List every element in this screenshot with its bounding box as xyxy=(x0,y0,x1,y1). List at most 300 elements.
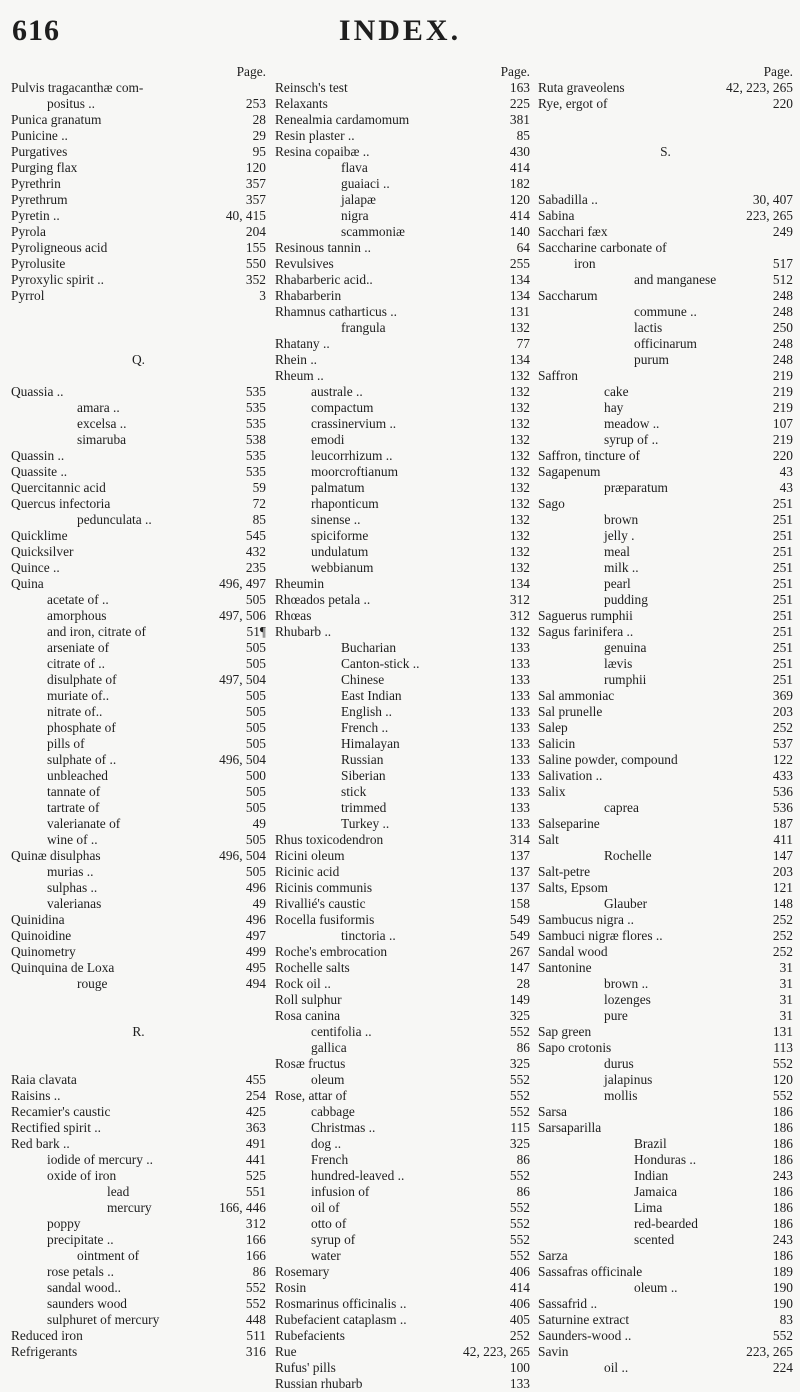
entry-page-ref: 133 xyxy=(509,704,530,719)
index-entry xyxy=(275,912,530,928)
entry-term: crassinervium .. xyxy=(311,416,397,431)
entry-page-ref: 49 xyxy=(252,896,266,911)
index-entry xyxy=(538,992,793,1008)
entry-page-ref: 166 xyxy=(245,1232,266,1247)
entry-page-ref: 132 xyxy=(509,400,530,415)
index-entry xyxy=(11,736,266,752)
entry-term: Sambucus nigra .. xyxy=(538,912,634,927)
entry-page-ref: 496, 497 xyxy=(219,576,266,591)
entry-page-ref: 505 xyxy=(245,864,266,879)
index-entry xyxy=(538,96,793,112)
entry-term: Salts, Epsom xyxy=(538,880,608,895)
entry-term: Rochelle salts xyxy=(275,960,350,975)
index-entry xyxy=(275,288,530,304)
entry-term: Rosmarinus officinalis .. xyxy=(275,1296,407,1311)
index-entry xyxy=(275,656,530,672)
index-entry xyxy=(538,288,793,304)
entry-term: brown .. xyxy=(604,976,649,991)
entry-page-ref: 252 xyxy=(772,720,793,735)
entry-page-ref: 225 xyxy=(509,96,530,111)
entry-term: oleum .. xyxy=(634,1280,678,1295)
index-entry xyxy=(11,944,266,960)
index-entry xyxy=(538,816,793,832)
index-entry xyxy=(275,160,530,176)
index-entry xyxy=(275,720,530,736)
entry-page-ref: 163 xyxy=(509,80,530,95)
index-entry xyxy=(275,976,530,992)
entry-term: Honduras .. xyxy=(634,1152,697,1167)
entry-page-ref: 255 xyxy=(509,256,530,271)
index-column-3 xyxy=(538,64,793,1376)
index-entry xyxy=(538,1168,793,1184)
entry-page-ref: 496 xyxy=(245,880,266,895)
entry-page-ref: 77 xyxy=(516,336,530,351)
index-entry xyxy=(275,672,530,688)
entry-term: lactis xyxy=(634,320,663,335)
index-entry xyxy=(538,1200,793,1216)
index-entry xyxy=(275,112,530,128)
index-entry xyxy=(538,704,793,720)
index-entry xyxy=(11,832,266,848)
index-entry xyxy=(538,1008,793,1024)
entry-page-ref: 132 xyxy=(509,416,530,431)
section-spacer xyxy=(538,112,793,144)
entry-term: Rosin xyxy=(275,1280,307,1295)
index-entry xyxy=(11,208,266,224)
entry-term: Rubefacient cataplasm .. xyxy=(275,1312,407,1327)
entry-term: Quassin .. xyxy=(11,448,65,463)
entry-page-ref: 254 xyxy=(245,1088,266,1103)
entry-term: Glauber xyxy=(604,896,648,911)
entry-page-ref: 538 xyxy=(245,432,266,447)
entry-term: Canton-stick .. xyxy=(341,656,420,671)
entry-page-ref: 243 xyxy=(772,1168,793,1183)
index-entry xyxy=(538,1120,793,1136)
entry-term: Sago xyxy=(538,496,565,511)
index-entry xyxy=(538,1216,793,1232)
index-entry xyxy=(538,928,793,944)
index-entry xyxy=(11,192,266,208)
entry-page-ref: 251 xyxy=(772,528,793,543)
index-entry xyxy=(11,1344,266,1360)
entry-term: infusion of xyxy=(311,1184,370,1199)
entry-page-ref: 133 xyxy=(509,640,530,655)
entry-term: Reduced iron xyxy=(11,1328,83,1343)
entry-term: durus xyxy=(604,1056,634,1071)
entry-term: Rheum .. xyxy=(275,368,324,383)
entry-term: lævis xyxy=(604,656,633,671)
index-entry xyxy=(11,400,266,416)
entry-page-ref: 512 xyxy=(772,272,793,287)
index-entry xyxy=(275,784,530,800)
index-entry xyxy=(538,912,793,928)
entry-page-ref: 535 xyxy=(245,384,266,399)
entry-term: Quinometry xyxy=(11,944,76,959)
entry-page-ref: 549 xyxy=(509,928,530,943)
index-entry xyxy=(275,640,530,656)
index-entry xyxy=(538,192,793,208)
index-entry xyxy=(11,480,266,496)
index-entry xyxy=(275,896,530,912)
entry-page-ref: 552 xyxy=(772,1056,793,1071)
entry-page-ref: 552 xyxy=(509,1216,530,1231)
index-entry xyxy=(538,352,793,368)
entry-term: red-bearded xyxy=(634,1216,698,1231)
index-entry xyxy=(538,480,793,496)
entry-page-ref: 223, 265 xyxy=(746,1344,793,1359)
entry-term: French .. xyxy=(341,720,389,735)
entry-page-ref: 552 xyxy=(772,1088,793,1103)
index-entry xyxy=(275,592,530,608)
entry-term: sandal wood.. xyxy=(47,1280,122,1295)
entry-page-ref: 133 xyxy=(509,688,530,703)
index-entry xyxy=(275,480,530,496)
entry-term: cabbage xyxy=(311,1104,355,1119)
entry-term: Quercus infectoria xyxy=(11,496,111,511)
entry-page-ref: 86 xyxy=(516,1152,530,1167)
index-entry xyxy=(11,128,266,144)
entry-page-ref: 325 xyxy=(509,1136,530,1151)
entry-page-ref: 433 xyxy=(772,768,793,783)
index-entry xyxy=(275,608,530,624)
entry-term: hundred-leaved .. xyxy=(311,1168,405,1183)
index-entry xyxy=(11,1088,266,1104)
entry-page-ref: 132 xyxy=(509,384,530,399)
index-entry xyxy=(275,816,530,832)
index-entry xyxy=(11,800,266,816)
running-title: INDEX. xyxy=(338,14,462,47)
index-entry xyxy=(538,944,793,960)
entry-term: milk .. xyxy=(604,560,639,575)
index-entry xyxy=(11,864,266,880)
entry-page-ref: 219 xyxy=(772,384,793,399)
entry-page-ref: 369 xyxy=(772,688,793,703)
index-entry xyxy=(11,896,266,912)
index-entry xyxy=(275,272,530,288)
entry-term: Quicklime xyxy=(11,528,68,543)
entry-page-ref: 133 xyxy=(509,816,530,831)
entry-term: stick xyxy=(341,784,367,799)
index-entry xyxy=(11,720,266,736)
entry-page-ref: 253 xyxy=(245,96,266,111)
index-entry xyxy=(538,576,793,592)
entry-term: mollis xyxy=(604,1088,638,1103)
index-entry xyxy=(11,240,266,256)
entry-page-ref: 414 xyxy=(509,208,530,223)
index-entry xyxy=(538,896,793,912)
entry-page-ref: 132 xyxy=(509,496,530,511)
index-entry xyxy=(11,1312,266,1328)
entry-page-ref: 131 xyxy=(509,304,530,319)
entry-page-ref: 552 xyxy=(772,1328,793,1343)
entry-page-ref: 552 xyxy=(509,1088,530,1103)
entry-page-ref: 432 xyxy=(245,544,266,559)
entry-term: Russian rhubarb xyxy=(275,1376,363,1391)
entry-page-ref: 85 xyxy=(516,128,530,143)
index-entry xyxy=(11,768,266,784)
index-entry xyxy=(11,880,266,896)
entry-term: Sassafrid .. xyxy=(538,1296,598,1311)
index-entry xyxy=(538,848,793,864)
index-entry xyxy=(275,432,530,448)
entry-page-ref: 552 xyxy=(509,1248,530,1263)
entry-term: amorphous xyxy=(47,608,107,623)
index-entry xyxy=(11,512,266,528)
entry-term: iron xyxy=(574,256,596,271)
index-entry xyxy=(538,1328,793,1344)
index-entry xyxy=(275,688,530,704)
entry-page-ref: 86 xyxy=(516,1040,530,1055)
entry-term: Rhein .. xyxy=(275,352,318,367)
entry-term: Sassafras officinale xyxy=(538,1264,643,1279)
entry-term: rumphii xyxy=(604,672,647,687)
index-entry xyxy=(275,416,530,432)
index-entry xyxy=(275,704,530,720)
entry-term: pedunculata .. xyxy=(77,512,152,527)
index-entry xyxy=(538,608,793,624)
section-letter: R. xyxy=(132,1024,145,1039)
index-entry xyxy=(11,112,266,128)
entry-term: Lima xyxy=(634,1200,663,1215)
entry-page-ref: 251 xyxy=(772,576,793,591)
entry-term: caprea xyxy=(604,800,639,815)
entry-page-ref: 505 xyxy=(245,688,266,703)
entry-term: Pyrolusite xyxy=(11,256,66,271)
index-entry xyxy=(538,1280,793,1296)
index-entry xyxy=(275,736,530,752)
entry-page-ref: 220 xyxy=(772,448,793,463)
entry-page-ref: 545 xyxy=(245,528,266,543)
entry-term: Sap green xyxy=(538,1024,592,1039)
entry-term: Red bark .. xyxy=(11,1136,70,1151)
entry-term: officinarum xyxy=(634,336,697,351)
index-entry xyxy=(275,224,530,240)
entry-page-ref: 250 xyxy=(772,320,793,335)
entry-page-ref: 363 xyxy=(245,1120,266,1135)
entry-term: Rhamnus catharticus .. xyxy=(275,304,397,319)
entry-page-ref: 42, 223, 265 xyxy=(463,1344,530,1359)
entry-page-ref: 189 xyxy=(772,1264,793,1279)
entry-page-ref: 147 xyxy=(509,960,530,975)
index-entry xyxy=(11,1104,266,1120)
index-entry xyxy=(275,96,530,112)
entry-page-ref: 552 xyxy=(245,1296,266,1311)
entry-page-ref: 132 xyxy=(509,368,530,383)
entry-page-ref: 511 xyxy=(246,1328,266,1343)
entry-term: valerianate of xyxy=(47,816,121,831)
entry-page-ref: 223, 265 xyxy=(746,208,793,223)
entry-page-ref: 140 xyxy=(509,224,530,239)
index-entry xyxy=(275,368,530,384)
entry-page-ref: 122 xyxy=(772,752,793,767)
entry-term: saunders wood xyxy=(47,1296,127,1311)
entry-term: Raia clavata xyxy=(11,1072,77,1087)
page-number: 616 xyxy=(12,14,60,47)
entry-term: Resinous tannin .. xyxy=(275,240,371,255)
entry-term: centifolia .. xyxy=(311,1024,372,1039)
entry-page-ref: 42, 223, 265 xyxy=(726,80,793,95)
entry-term: Salivation .. xyxy=(538,768,603,783)
entry-term: Pulvis tragacanthæ com- xyxy=(11,80,144,95)
index-entry xyxy=(538,624,793,640)
entry-term: Sambuci nigræ flores .. xyxy=(538,928,663,943)
index-entry xyxy=(538,832,793,848)
index-entry xyxy=(275,992,530,1008)
index-entry xyxy=(11,448,266,464)
entry-term: Rheumin xyxy=(275,576,325,591)
entry-page-ref: 51¶ xyxy=(246,624,266,639)
entry-term: oil .. xyxy=(604,1360,629,1375)
index-entry xyxy=(11,416,266,432)
entry-page-ref: 496, 504 xyxy=(219,848,266,863)
entry-page-ref: 537 xyxy=(772,736,793,751)
index-entry xyxy=(275,496,530,512)
entry-page-ref: 158 xyxy=(509,896,530,911)
index-entry xyxy=(275,576,530,592)
entry-page-ref: 28 xyxy=(252,112,266,127)
entry-page-ref: 535 xyxy=(245,464,266,479)
index-entry xyxy=(275,528,530,544)
entry-page-ref: 235 xyxy=(245,560,266,575)
entry-page-ref: 525 xyxy=(245,1168,266,1183)
entry-term: poppy xyxy=(47,1216,81,1231)
entry-page-ref: 95 xyxy=(252,144,266,159)
entry-page-ref: 430 xyxy=(509,144,530,159)
index-entry xyxy=(538,224,793,240)
entry-term: Rosa canina xyxy=(275,1008,341,1023)
index-entry xyxy=(275,880,530,896)
entry-term: excelsa .. xyxy=(77,416,127,431)
entry-term: Roll sulphur xyxy=(275,992,342,1007)
entry-term: Rubefacients xyxy=(275,1328,345,1343)
entry-page-ref: 182 xyxy=(509,176,530,191)
entry-page-ref: 166, 446 xyxy=(219,1200,266,1215)
index-entry xyxy=(275,144,530,160)
column-page-heading: Page. xyxy=(236,64,266,79)
index-entry xyxy=(11,1152,266,1168)
entry-term: Saunders-wood .. xyxy=(538,1328,632,1343)
index-entry xyxy=(11,592,266,608)
entry-term: Quinquina de Loxa xyxy=(11,960,115,975)
entry-page-ref: 552 xyxy=(509,1072,530,1087)
entry-page-ref: 131 xyxy=(772,1024,793,1039)
entry-page-ref: 325 xyxy=(509,1008,530,1023)
entry-term: Saccharum xyxy=(538,288,598,303)
entry-page-ref: 100 xyxy=(509,1360,530,1375)
entry-term: Saffron, tincture of xyxy=(538,448,641,463)
entry-page-ref: 107 xyxy=(772,416,793,431)
entry-term: and iron, citrate of xyxy=(47,624,146,639)
index-entry xyxy=(538,656,793,672)
entry-term: jalapæ xyxy=(341,192,376,207)
index-entry xyxy=(275,1120,530,1136)
entry-term: Sarza xyxy=(538,1248,568,1263)
entry-page-ref: 248 xyxy=(772,352,793,367)
index-entry xyxy=(275,624,530,640)
entry-page-ref: 134 xyxy=(509,576,530,591)
index-entry xyxy=(275,208,530,224)
entry-term: water xyxy=(311,1248,341,1263)
entry-term: Pyrethrin xyxy=(11,176,61,191)
entry-page-ref: 132 xyxy=(509,480,530,495)
entry-term: oil of xyxy=(311,1200,340,1215)
index-entry xyxy=(11,688,266,704)
index-entry xyxy=(538,1072,793,1088)
entry-page-ref: 505 xyxy=(245,704,266,719)
index-entry xyxy=(538,528,793,544)
entry-page-ref: 133 xyxy=(509,656,530,671)
entry-term: Saffron xyxy=(538,368,578,383)
entry-page-ref: 496, 504 xyxy=(219,752,266,767)
entry-page-ref: 132 xyxy=(509,560,530,575)
entry-term: Ricinic acid xyxy=(275,864,340,879)
entry-term: tannate of xyxy=(47,784,101,799)
entry-page-ref: 552 xyxy=(509,1104,530,1119)
index-entry xyxy=(538,864,793,880)
entry-page-ref: 219 xyxy=(772,400,793,415)
entry-page-ref: 40, 415 xyxy=(225,208,266,223)
entry-page-ref: 505 xyxy=(245,784,266,799)
index-entry xyxy=(11,560,266,576)
entry-term: Pyroxylic spirit .. xyxy=(11,272,104,287)
entry-page-ref: 113 xyxy=(773,1040,793,1055)
entry-page-ref: 115 xyxy=(510,1120,530,1135)
entry-page-ref: 251 xyxy=(772,624,793,639)
index-entry xyxy=(11,960,266,976)
index-entry xyxy=(11,1264,266,1280)
index-entry xyxy=(11,80,266,96)
entry-term: Quinidina xyxy=(11,912,65,927)
index-entry xyxy=(11,464,266,480)
entry-term: Rose, attar of xyxy=(275,1088,347,1103)
index-entry xyxy=(538,416,793,432)
entry-term: Ruta graveolens xyxy=(538,80,625,95)
entry-term: nigra xyxy=(341,208,369,223)
index-entry xyxy=(11,1328,266,1344)
index-entry xyxy=(538,1104,793,1120)
entry-term: citrate of .. xyxy=(47,656,105,671)
entry-page-ref: 186 xyxy=(772,1216,793,1231)
index-entry xyxy=(11,496,266,512)
entry-term: Quince .. xyxy=(11,560,60,575)
entry-term: Ricinis communis xyxy=(275,880,373,895)
index-entry xyxy=(275,848,530,864)
index-entry xyxy=(11,1168,266,1184)
entry-page-ref: 414 xyxy=(509,1280,530,1295)
index-entry xyxy=(11,640,266,656)
entry-term: Russian xyxy=(341,752,384,767)
entry-term: amara .. xyxy=(77,400,120,415)
index-entry xyxy=(538,1360,793,1376)
entry-page-ref: 248 xyxy=(772,304,793,319)
entry-term: pills of xyxy=(47,736,85,751)
index-entry xyxy=(275,1344,530,1360)
entry-page-ref: 224 xyxy=(772,1360,793,1375)
entry-page-ref: 30, 407 xyxy=(752,192,793,207)
entry-term: emodi xyxy=(311,432,345,447)
index-entry xyxy=(11,608,266,624)
index-entry xyxy=(11,1120,266,1136)
entry-term: Sabina xyxy=(538,208,575,223)
entry-page-ref: 517 xyxy=(772,256,793,271)
index-entry xyxy=(11,288,266,304)
entry-term: Rocella fusiformis xyxy=(275,912,375,927)
entry-term: præparatum xyxy=(604,480,668,495)
entry-term: syrup of .. xyxy=(604,432,659,447)
entry-page-ref: 133 xyxy=(509,768,530,783)
index-entry xyxy=(275,128,530,144)
entry-page-ref: 251 xyxy=(772,656,793,671)
